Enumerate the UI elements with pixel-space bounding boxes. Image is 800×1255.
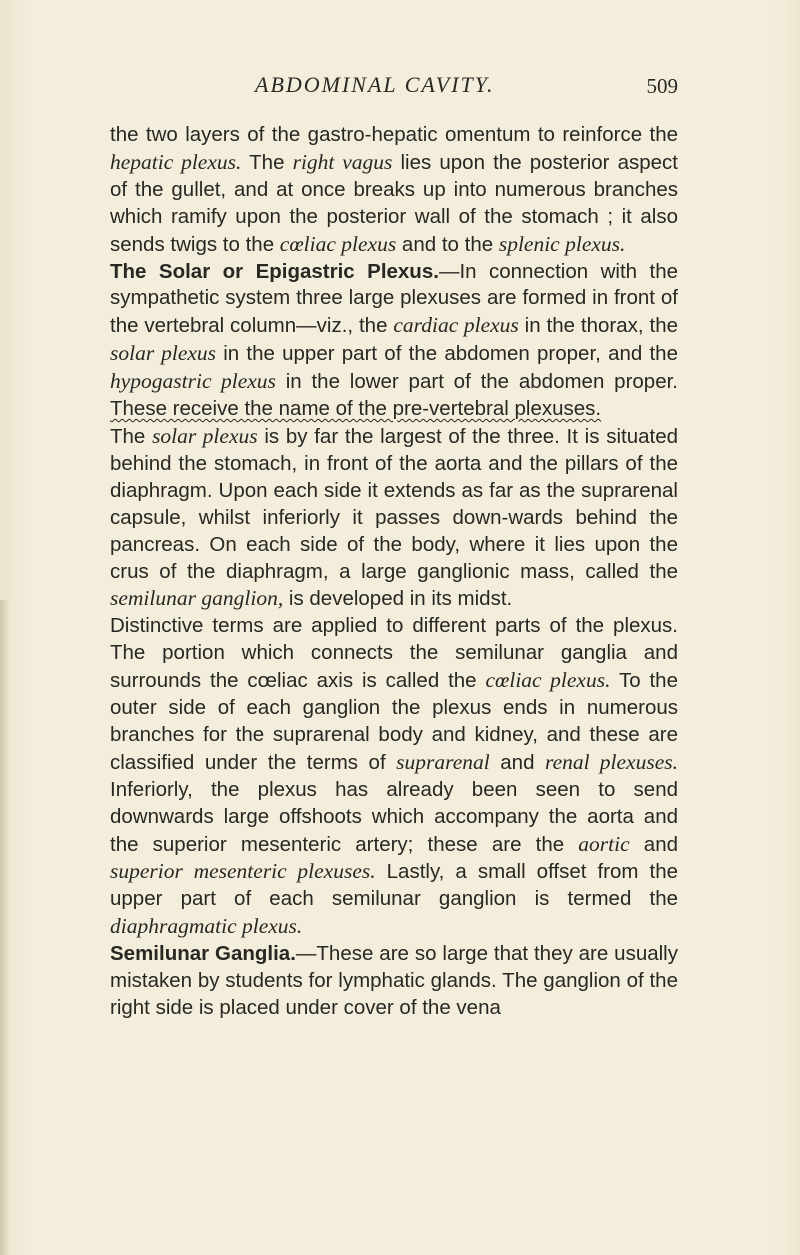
text-run: The [110, 424, 153, 448]
text-run: is developed in its midst. [283, 587, 513, 611]
running-title: ABDOMINAL CAVITY. [255, 72, 495, 97]
running-head [110, 72, 680, 102]
italic-term: solar plexus [110, 341, 217, 366]
paragraph-vagus [110, 122, 678, 259]
binding-shadow [0, 600, 10, 1255]
text-run: Distinctive terms are applied to different parts of the plexus. The portion which connects the semilunar ganglia and surrounds the cœliac axis is called the [110, 614, 678, 693]
italic-term: splenic plexus. [498, 231, 626, 256]
italic-term: aortic [578, 831, 630, 856]
paragraph-semilunar-ganglia [110, 941, 678, 1022]
text-run: —In connection with the sympathetic system three large plexuses are formed in front of the vertebral column—viz., the [110, 259, 679, 338]
underlined-annotation: These receive the name of the pre-vertebral plexuses. [110, 397, 602, 421]
italic-term: right vagus [292, 149, 393, 174]
paragraph-distinctive-terms [110, 613, 678, 941]
italic-term: cardiac plexus [393, 313, 519, 338]
page-number: 509 [646, 74, 678, 98]
italic-term: superior mesenteric plexuses. [110, 859, 376, 884]
italic-term: diaphragmatic plexus. [110, 914, 303, 939]
paragraph-solar-plexus-position [110, 423, 678, 613]
italic-term: cœliac plexus [279, 231, 397, 256]
text-run: is by far the largest of the three. It is situated behind the stomach, in front of the aorta and the pillars of the diaphragm. Upon each side it extends as far as the suprarenal capsule, whilst inferiorly it passes down-wards behind the pancreas. On each side of the body, where it lies upon the crus of the diaphragm, a large ganglionic mass, called the [110, 424, 678, 583]
italic-term: cœliac plexus. [485, 668, 611, 693]
italic-term: renal plexuses. [545, 749, 678, 774]
text-run: —These are so large that they are usually mistaken by students for lymphatic glands. The ganglion of the right side is placed under cover of the vena [110, 942, 678, 1019]
text-run: the two layers of the gastro-hepatic omentum to reinforce the [110, 123, 678, 146]
text-run: Lastly, a small offset from the upper part of each semilunar ganglion is termed the [110, 860, 678, 911]
text-run: in the lower part of the abdomen proper. [275, 370, 678, 394]
text-run: To the outer side of each ganglion the plexus ends in numerous branches for the suprarenal body and kidney, and these are classified under the terms of [110, 669, 678, 774]
text-run: in the upper part of the abdomen proper, and the [216, 342, 678, 366]
italic-term: hepatic plexus. [110, 149, 242, 174]
section-heading: The Solar or Epigastric Plexus. [110, 259, 439, 283]
text-run: The [241, 150, 293, 174]
italic-term: suprarenal [396, 749, 490, 774]
paragraph-solar-plexus-intro [110, 259, 678, 423]
section-heading: Semilunar Ganglia. [110, 942, 296, 966]
text-run: Inferiorly, the plexus has already been seen to send downwards large offshoots which accompany the aorta and the superior mesenteric artery; these are the [110, 777, 678, 856]
text-run: in the thorax, the [518, 314, 678, 338]
italic-term: semilunar ganglion, [110, 586, 284, 611]
text-run: lies upon the posterior aspect of the gullet, and at once breaks up into numerous branches which ramify upon the posterior wall of the stomach ; it also sends twigs to the [110, 150, 678, 256]
text-run: and [629, 832, 678, 856]
text-run: and [489, 750, 545, 774]
italic-term: hypogastric plexus [110, 369, 276, 394]
italic-term: solar plexus [152, 423, 258, 448]
body-text [110, 122, 678, 1022]
text-run: and to the [396, 232, 499, 256]
